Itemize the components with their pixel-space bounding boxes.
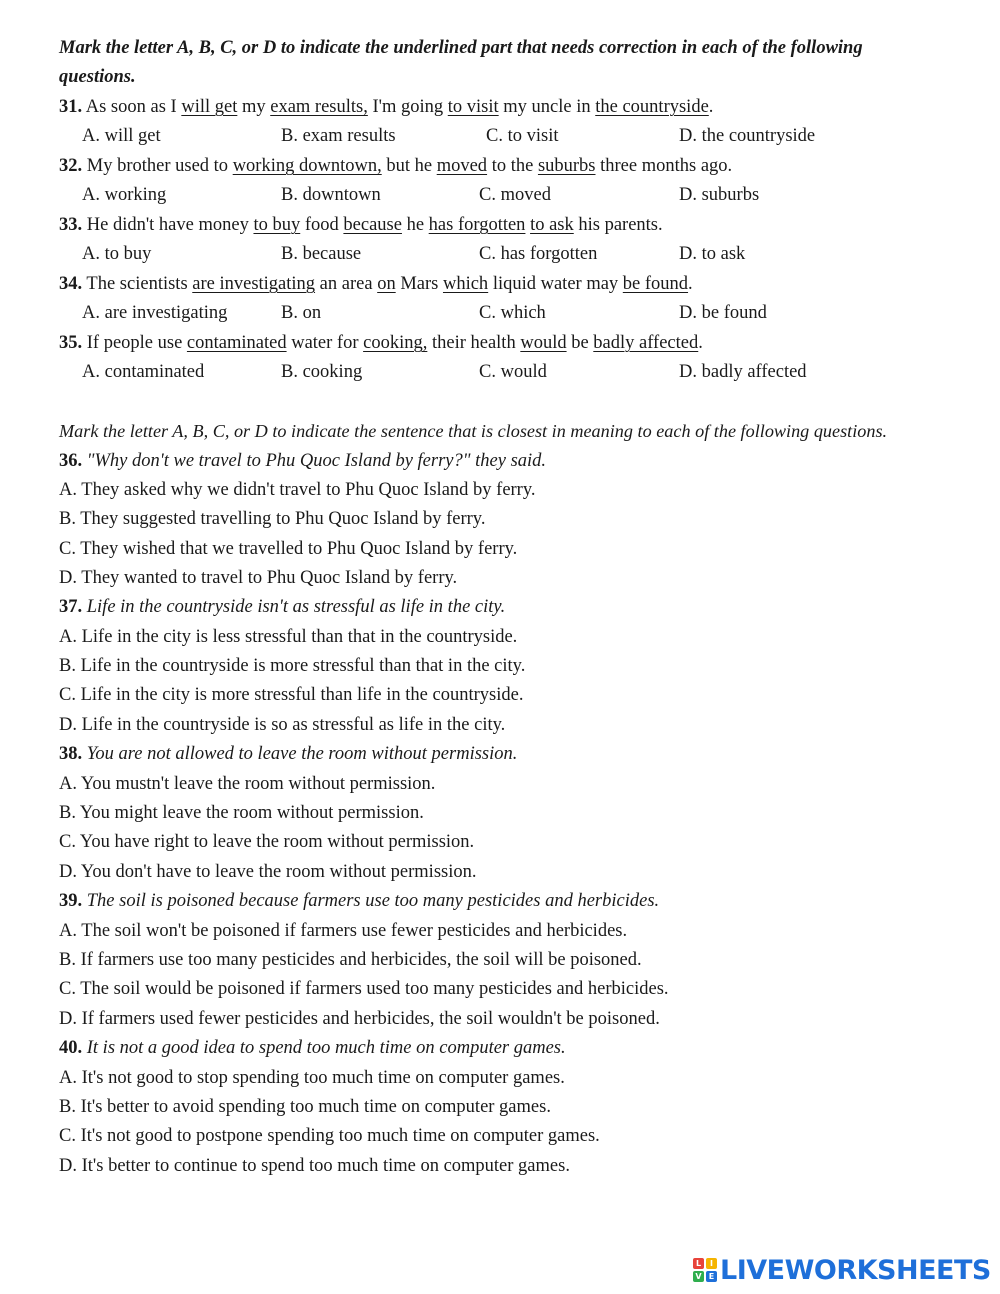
option-b[interactable]: B. You might leave the room without permission.: [59, 803, 424, 823]
underlined-part-b: exam results,: [270, 97, 368, 117]
question-32: [59, 155, 732, 177]
question-number: 39.: [59, 891, 83, 911]
question-text: my: [237, 97, 271, 117]
option-a[interactable]: A. It's not good to stop spending too much time on computer games.: [59, 1068, 565, 1088]
underlined-part-c: to visit: [447, 97, 499, 117]
question-prompt: Life in the countryside isn't as stressful as life in the city.: [86, 597, 506, 617]
question-number: 33.: [59, 215, 83, 235]
option-c[interactable]: C. It's not good to postpone spending too much time on computer games.: [59, 1126, 600, 1146]
underlined-part-d: the countryside: [595, 97, 709, 117]
option-b[interactable]: B. If farmers use too many pesticides and herbicides, the soil will be poisoned.: [59, 950, 642, 970]
logo-tile-v: V: [693, 1271, 704, 1282]
underlined-part-a: working downtown,: [232, 156, 382, 176]
question-number: 34.: [59, 274, 83, 294]
question-35: [59, 332, 703, 354]
option-c[interactable]: C. The soil would be poisoned if farmers used too many pesticides and herbicides.: [59, 979, 669, 999]
underlined-part-a: contaminated: [186, 333, 287, 353]
underlined-part-b: cooking,: [363, 333, 428, 353]
option-d[interactable]: D. If farmers used fewer pesticides and herbicides, the soil wouldn't be poisoned.: [59, 1009, 660, 1029]
question-text: to the: [487, 156, 538, 176]
question-text: be: [566, 333, 594, 353]
underlined-part-d: badly affected: [593, 333, 699, 353]
option-c[interactable]: C. which: [479, 303, 546, 323]
option-b[interactable]: B. on: [281, 303, 322, 323]
underlined-part-d: suburbs: [537, 156, 596, 176]
question-text: water for: [286, 333, 364, 353]
logo-tile-e: E: [706, 1271, 717, 1282]
underlined-part-a: will get: [181, 97, 238, 117]
option-a[interactable]: A. Life in the city is less stressful than that in the countryside.: [59, 627, 518, 647]
underlined-part-c: would: [520, 333, 567, 353]
question-text: an area: [315, 274, 378, 294]
question-text: he: [401, 215, 429, 235]
option-d[interactable]: D. the countryside: [679, 126, 816, 146]
question-number: 32.: [59, 156, 83, 176]
question-40: [59, 1037, 566, 1059]
logo-tile-l: L: [693, 1258, 704, 1269]
option-c[interactable]: C. They wished that we travelled to Phu Quoc Island by ferry.: [59, 539, 518, 559]
section1-instruction-line1: Mark the letter A, B, C, or D to indicate the underlined part that needs correction in each of the following: [59, 38, 863, 58]
question-prompt: You are not allowed to leave the room without permission.: [86, 744, 518, 764]
question-text: his parents.: [573, 215, 663, 235]
underlined-part-a: are investigating: [192, 274, 316, 294]
option-d[interactable]: D. Life in the countryside is so as stressful as life in the city.: [59, 715, 506, 735]
option-b[interactable]: B. downtown: [281, 185, 381, 205]
underlined-part-c: which: [442, 274, 489, 294]
underlined-part-d: be found: [622, 274, 689, 294]
option-a[interactable]: A. will get: [82, 126, 161, 146]
option-c[interactable]: C. Life in the city is more stressful than life in the countryside.: [59, 685, 524, 705]
underlined-part-c: moved: [436, 156, 488, 176]
question-number: 36.: [59, 451, 83, 471]
option-c[interactable]: C. would: [479, 362, 547, 382]
option-b[interactable]: B. exam results: [281, 126, 396, 146]
question-34: [59, 273, 693, 295]
option-a[interactable]: A. to buy: [82, 244, 152, 264]
option-c[interactable]: C. to visit: [486, 126, 559, 146]
option-a[interactable]: A. working: [82, 185, 167, 205]
option-a[interactable]: A. They asked why we didn't travel to Phu Quoc Island by ferry.: [59, 480, 536, 500]
question-text: My brother used to: [86, 156, 233, 176]
question-number: 35.: [59, 333, 83, 353]
underlined-part-b: on: [377, 274, 396, 294]
question-number: 31.: [59, 97, 83, 117]
option-a[interactable]: A. The soil won't be poisoned if farmers use fewer pesticides and herbicides.: [59, 921, 628, 941]
question-text: Mars: [395, 274, 443, 294]
question-text: He didn't have money: [86, 215, 254, 235]
question-39: [59, 890, 659, 912]
option-d[interactable]: D. You don't have to leave the room without permission.: [59, 862, 477, 882]
logo-tile-i: I: [706, 1258, 717, 1269]
option-d[interactable]: D. badly affected: [679, 362, 807, 382]
option-b[interactable]: B. It's better to avoid spending too much time on computer games.: [59, 1097, 551, 1117]
question-number: 38.: [59, 744, 83, 764]
question-36: [59, 450, 546, 472]
question-number: 37.: [59, 597, 83, 617]
question-prompt: It is not a good idea to spend too much time on computer games.: [86, 1038, 566, 1058]
logo-icon: [693, 1258, 717, 1282]
option-a[interactable]: A. You mustn't leave the room without permission.: [59, 774, 436, 794]
option-c[interactable]: C. You have right to leave the room without permission.: [59, 832, 475, 852]
question-37: [59, 596, 505, 618]
question-text: I'm going: [367, 97, 448, 117]
question-38: [59, 743, 517, 765]
question-33: [59, 214, 663, 236]
underlined-part-b: because: [343, 215, 402, 235]
question-text: food: [300, 215, 344, 235]
underlined-part-c: has forgotten: [428, 215, 526, 235]
question-text: but he: [381, 156, 437, 176]
liveworksheets-logo: [693, 1253, 991, 1287]
question-text: their health: [427, 333, 521, 353]
logo-text: LIVEWORKSHEETS: [720, 1254, 991, 1286]
option-d[interactable]: D. suburbs: [679, 185, 760, 205]
option-d[interactable]: D. to ask: [679, 244, 746, 264]
question-text: As soon as I: [85, 97, 182, 117]
option-b[interactable]: B. Life in the countryside is more stressful than that in the city.: [59, 656, 526, 676]
option-b[interactable]: B. They suggested travelling to Phu Quoc Island by ferry.: [59, 509, 486, 529]
question-text: liquid water may: [488, 274, 623, 294]
option-a[interactable]: A. contaminated: [82, 362, 205, 382]
option-a[interactable]: A. are investigating: [82, 303, 228, 323]
option-b[interactable]: B. because: [281, 244, 362, 264]
question-text: .: [688, 274, 693, 294]
question-prompt: "Why don't we travel to Phu Quoc Island by ferry?" they said.: [86, 451, 547, 471]
question-text: The scientists: [86, 274, 193, 294]
question-number: 40.: [59, 1038, 83, 1058]
option-c[interactable]: C. has forgotten: [479, 244, 598, 264]
question-31: [59, 96, 713, 118]
underlined-part-d: to ask: [530, 215, 574, 235]
question-text: .: [698, 333, 703, 353]
option-b[interactable]: B. cooking: [281, 362, 363, 382]
option-c[interactable]: C. moved: [479, 185, 551, 205]
section2-instruction: Mark the letter A, B, C, or D to indicate the sentence that is closest in meaning to each of the following questions.: [59, 421, 888, 441]
question-text: my uncle in: [498, 97, 596, 117]
question-prompt: The soil is poisoned because farmers use too many pesticides and herbicides.: [86, 891, 660, 911]
question-text: If people use: [86, 333, 187, 353]
underlined-part-a: to buy: [253, 215, 301, 235]
option-d[interactable]: D. They wanted to travel to Phu Quoc Island by ferry.: [59, 568, 458, 588]
question-text: .: [708, 97, 714, 117]
question-text: three months ago.: [595, 156, 733, 176]
option-d[interactable]: D. be found: [679, 303, 767, 323]
option-d[interactable]: D. It's better to continue to spend too much time on computer games.: [59, 1156, 570, 1176]
section1-instruction-line2: questions.: [59, 67, 136, 87]
